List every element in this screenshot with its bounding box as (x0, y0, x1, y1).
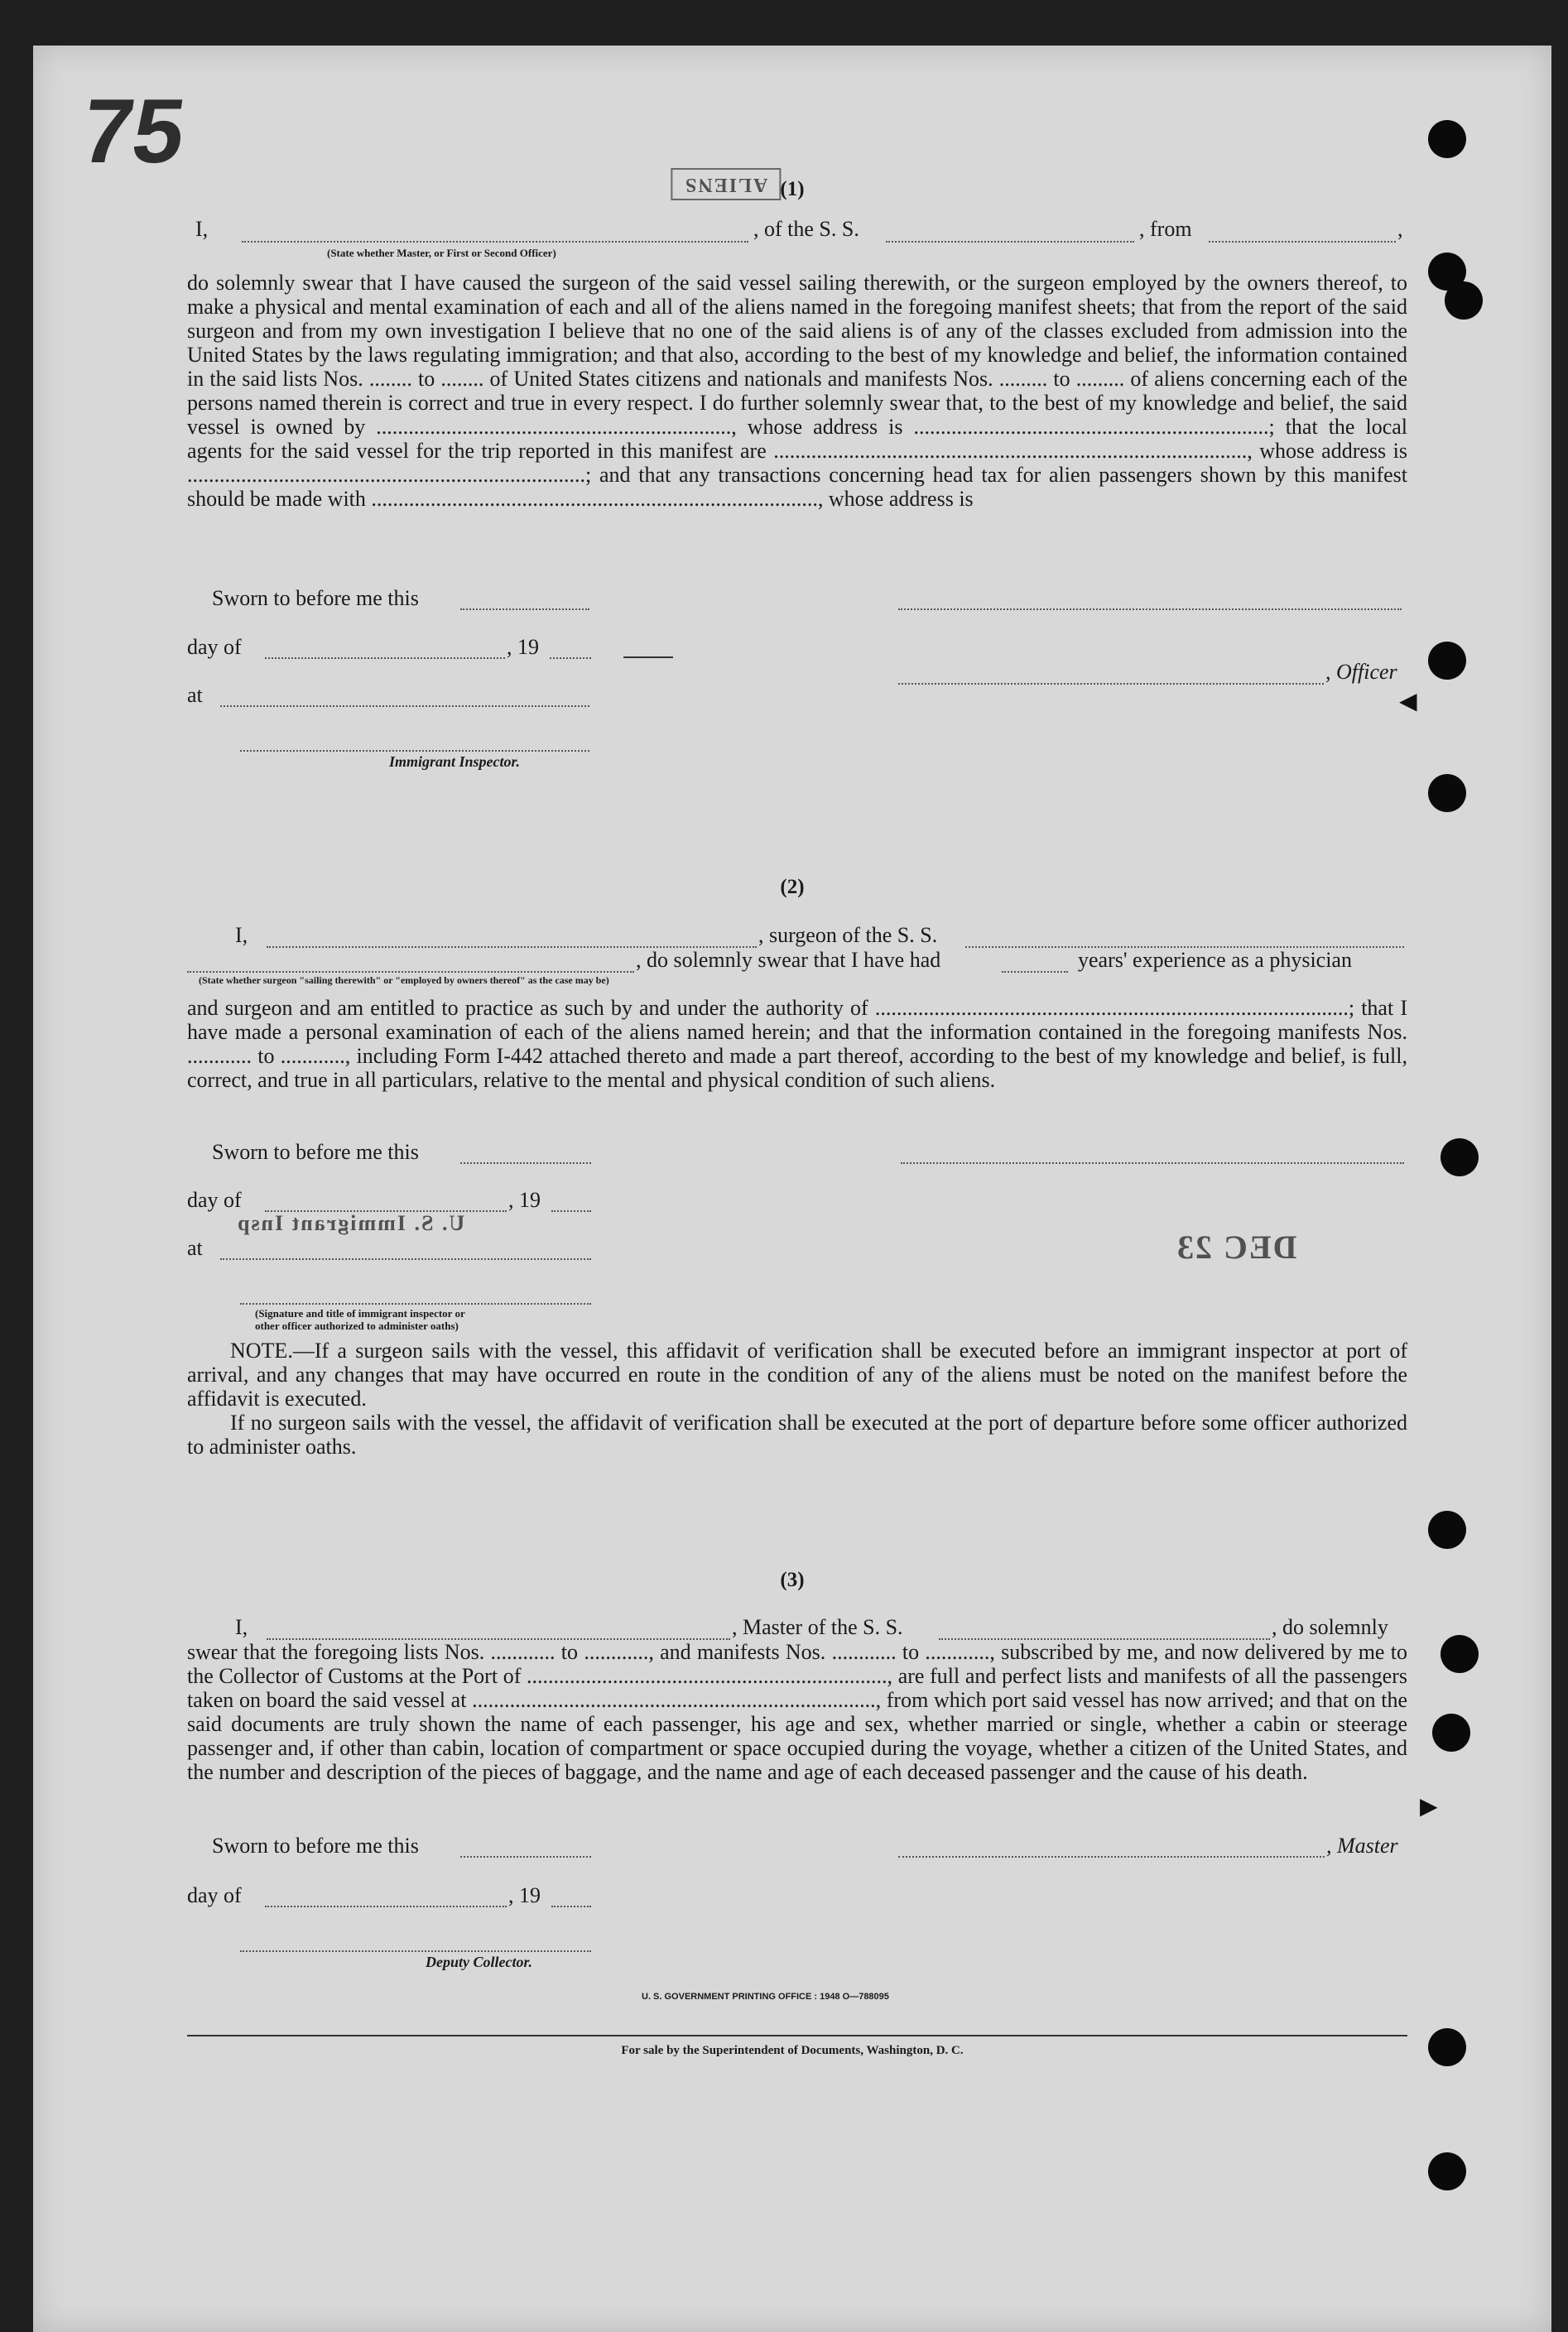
sec3-month-field[interactable] (265, 1906, 507, 1907)
sec3-sworn-day-field[interactable] (460, 1856, 591, 1858)
punch-hole (1428, 774, 1466, 812)
manifest-page (33, 46, 1551, 2332)
note-no-surgeon: If no surgeon sails with the vessel, the affidavit of verification shall be executed at the port of departure before some officer authorized to administer oaths. (187, 1411, 1407, 1459)
sec2-swear-label: , do solemnly swear that I have had (636, 948, 941, 972)
arrow-mark-icon: ▶ (1420, 1794, 1438, 1820)
master-label: , Master (1326, 1834, 1398, 1858)
ship-name-field[interactable] (886, 241, 1134, 243)
section-3-oath-text: swear that the foregoing lists Nos. ............ to ............, and manifests Nos. ............ to ............, subscribed by me, and now delivered by me to the Collector of Customs at the Port of ..................................................................., are full and perfect lists and manifests of all the passengers taken on board the said vessel at ..........................................................................., from which port said vessel has now arrived; and that on the said documents are truly shown the name of each passenger, his age and sex, whether married or single, whether a cabin or steerage passenger and, if other than cabin, location of compartment or space occupied during the voyage, whether a citizen of the United States, and the number and description of the pieces of baggage, and the name and age of each deceased passenger and the cause of his death. (187, 1640, 1407, 1784)
sec1-sworn-label: Sworn to before me this (212, 586, 419, 610)
master-signature-field[interactable] (898, 1856, 1325, 1858)
punch-hole (1441, 1635, 1479, 1673)
sec3-day-of-label: day of (187, 1883, 242, 1907)
sec3-year-label: , 19 (508, 1883, 541, 1907)
sec2-signature-field[interactable] (901, 1162, 1404, 1164)
sec3-sworn-label: Sworn to before me this (212, 1834, 419, 1858)
sec1-of-ss-label: , of the S. S. (753, 217, 859, 241)
section-3-number: (3) (780, 1569, 805, 1591)
sec1-i-label: I, (195, 217, 209, 241)
sec2-day-of-label: day of (187, 1188, 242, 1212)
punch-hole (1428, 642, 1466, 680)
punch-hole (1428, 120, 1466, 158)
master-note: (State whether Master, or First or Second Officer) (327, 247, 556, 259)
sec1-line-end: , (1397, 217, 1403, 241)
sec2-sig-note-2: other officer authorized to administer oaths) (255, 1320, 459, 1332)
sec1-sworn-day-field[interactable] (460, 608, 589, 610)
sec2-year-field[interactable] (551, 1210, 591, 1212)
inspector-signature-field[interactable] (240, 750, 589, 752)
punch-hole (1441, 1138, 1479, 1176)
departure-port-field[interactable] (1209, 241, 1396, 243)
sec3-master-label: , Master of the S. S. (732, 1615, 903, 1639)
sec2-at-place-field[interactable] (220, 1258, 591, 1260)
sec2-authority-signature-field[interactable] (240, 1303, 591, 1305)
officer-label: , Officer (1325, 660, 1397, 684)
surgeon-status-field[interactable] (187, 971, 634, 973)
sec1-day-of-label: day of (187, 635, 242, 659)
arrow-mark-icon: ◀ (1399, 689, 1417, 714)
sale-notice: For sale by the Superintendent of Documents, Washington, D. C. (621, 2044, 964, 2057)
punch-hole (1445, 281, 1483, 320)
sec3-i-label: I, (235, 1615, 248, 1639)
section-1-number: (1) (780, 178, 805, 200)
sec1-year-label: , 19 (507, 635, 539, 659)
punch-hole (1432, 1714, 1470, 1752)
sec2-years-label: years' experience as a physician (1078, 948, 1352, 972)
deputy-collector-label: Deputy Collector. (426, 1954, 532, 1970)
footer-rule (187, 2035, 1407, 2036)
inspector-place-stamp: U. S. Immigrant Insp (236, 1211, 465, 1235)
sec1-at-place-field[interactable] (220, 705, 589, 707)
ink-dash (623, 656, 673, 658)
sec2-at-label: at (187, 1236, 203, 1260)
sec2-surgeon-label: , surgeon of the S. S. (758, 923, 938, 947)
section-1-oath-text: do solemnly swear that I have caused the surgeon of the said vessel sailing therewith, or the surgeon employed by the owners thereof, to make a physical and mental examination of each and all of the aliens named in the foregoing manifest sheets; that from the report of the said surgeon and from my own investigation I believe that no one of the said aliens is of any of the classes excluded from admission into the United States by the laws regulating immigration; and that also, according to the best of my knowledge and belief, the information contained in the said lists Nos. ........ to ........ of United States citizens and nationals and manifests Nos. ......... to ......... of aliens concerning each of the persons named therein is correct and true in every respect. I do further solemnly swear that, to the best of my knowledge and belief, the said vessel is owned by .................................................................., whose address is ..................................................................; that the local agents for the said vessel for the trip reported in this manifest are ........................................................................................, whose address is ..........................................................................; and that any transactions concerning head tax for alien passengers shown by this manifest should be made with ..................................................................................., whose address is (187, 271, 1407, 511)
punch-hole (1428, 1511, 1466, 1549)
section-2-number: (2) (780, 876, 805, 898)
immigrant-inspector-label: Immigrant Inspector. (389, 753, 521, 770)
punch-hole (1428, 2152, 1466, 2190)
sec1-officer-title-field[interactable] (898, 683, 1324, 685)
surgeon-note: (State whether surgeon "sailing therewith" or "employed by owners thereof" as the case may be) (199, 974, 609, 986)
sec2-year-label: , 19 (508, 1188, 541, 1212)
collector-signature-field[interactable] (240, 1950, 591, 1952)
date-stamp: DEC 23 (1176, 1229, 1297, 1266)
page-number-mark: 75 (75, 80, 192, 182)
printing-office-line: U. S. GOVERNMENT PRINTING OFFICE : 1948 O—788095 (642, 1992, 889, 2002)
sec3-solemnly-label: , do solemnly (1272, 1615, 1388, 1639)
section-2-oath-text: and surgeon and am entitled to practice as such by and under the authority of ........................................................................................; that I have made a personal examination of each of the aliens named herein; and that the information contained in the foregoing manifests Nos. ............ to ............, including Form I-442 attached thereto and made a part thereof, according to the best of my knowledge and belief, is full, correct, and true in all particulars, relative to the mental and physical condition of such aliens. (187, 996, 1407, 1092)
sec2-sig-note-1: (Signature and title of immigrant inspector or (255, 1307, 465, 1320)
years-experience-field[interactable] (1002, 971, 1068, 973)
sec2-sworn-label: Sworn to before me this (212, 1140, 419, 1164)
master-name-field[interactable] (242, 241, 748, 243)
sec1-year-field[interactable] (550, 657, 591, 659)
sec1-from-label: , from (1139, 217, 1192, 241)
sec2-i-label: I, (235, 923, 248, 947)
note-surgeon-sails: NOTE.—If a surgeon sails with the vessel, this affidavit of verification shall be executed before an immigrant inspector at port of arrival, and any changes that may have occurred en route in the condition of any of the aliens must be noted on the manifest before the affidavit is executed. (187, 1339, 1407, 1411)
sec3-year-field[interactable] (551, 1906, 591, 1907)
sec2-sworn-day-field[interactable] (460, 1162, 591, 1164)
sec1-month-field[interactable] (265, 657, 505, 659)
sec1-officer-signature-field[interactable] (898, 608, 1402, 610)
aliens-stamp: ALIENS (671, 168, 781, 200)
sec1-at-label: at (187, 683, 203, 707)
